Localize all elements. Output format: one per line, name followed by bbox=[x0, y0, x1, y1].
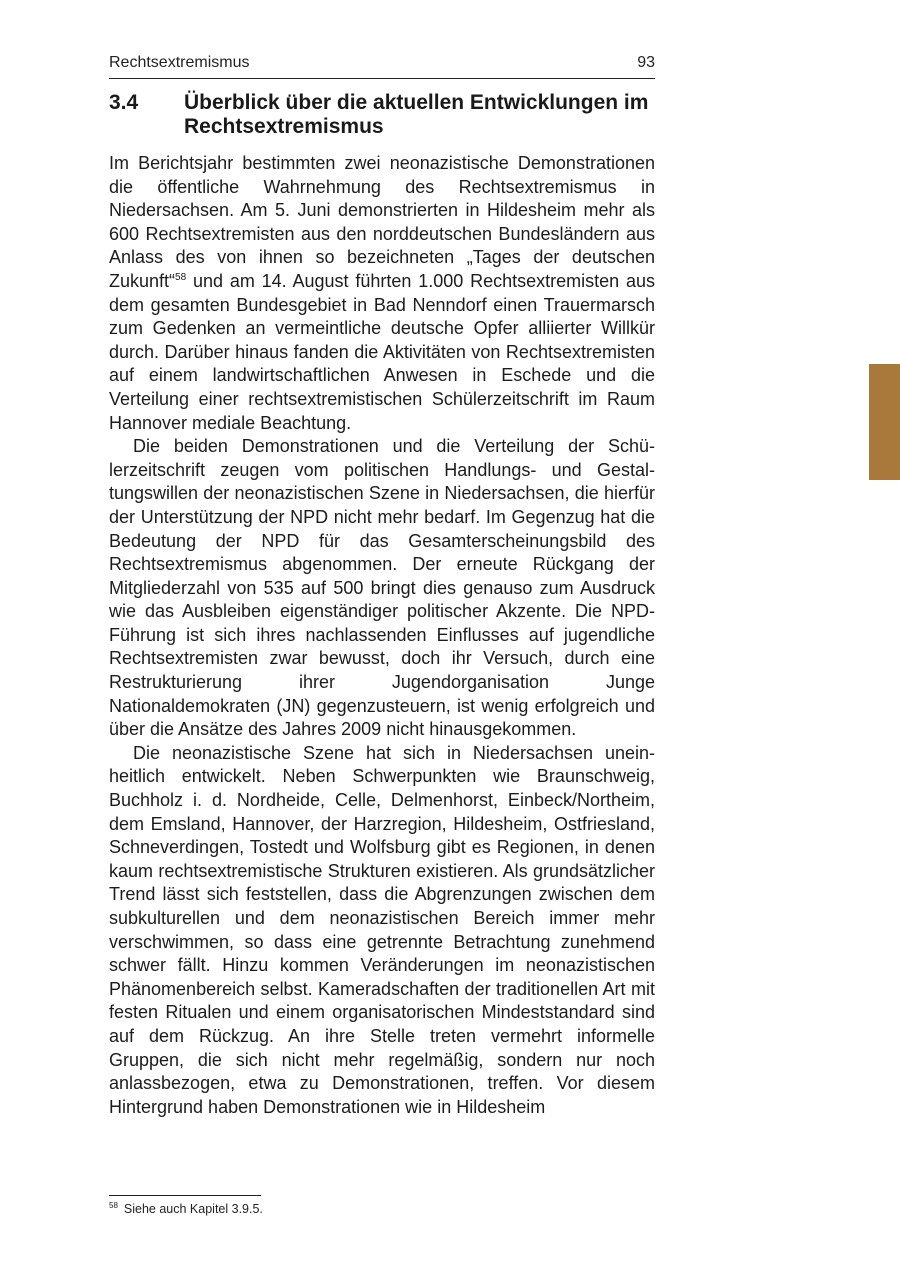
footnote-reference: 58 bbox=[175, 271, 187, 283]
running-title: Rechtsextremismus bbox=[109, 54, 250, 71]
page-number: 93 bbox=[637, 54, 655, 71]
chapter-thumb-tab bbox=[869, 364, 900, 480]
paragraph-2: Die beiden Demonstrationen und die Verteilung der Schülerzeitschrift zeugen vom politischen Handlungs- und Gestaltungswillen der neonazistischen Szene in Niedersachsen, die hierfür der Unterstützung der NPD nicht mehr bedarf. Im Gegenzug hat die Bedeutung der NPD für das Gesamterscheinungsbild des Rechtsextremismus abgenommen. Der erneute Rückgang der Mitgliederzahl von 535 auf 500 bringt dies genauso zum Ausdruck wie das Ausbleiben eigenständiger politischer Akzente. Die NPD-Führung ist sich ihres nachlassenden Einflusses auf jugendliche Rechtsextremisten zwar bewusst, doch ihr Versuch, durch eine Restrukturierung ihrer Jugendorganisation Junge Nationaldemokraten (JN) gegenzusteuern, ist wenig erfolgreich und über die Ansätze des Jahres 2009 nicht hinausgekommen. bbox=[109, 436, 655, 740]
body-text bbox=[109, 152, 655, 1119]
footnote-number: 58 bbox=[109, 1201, 118, 1210]
footnote bbox=[109, 1201, 263, 1216]
running-header bbox=[109, 52, 655, 79]
section-title: Überblick über die aktuellen Entwicklungen im Rechtsextremismus bbox=[184, 91, 649, 138]
footnote-text: Siehe auch Kapitel 3.9.5. bbox=[123, 1202, 263, 1217]
footnote-divider bbox=[109, 1195, 261, 1196]
paragraph-1 bbox=[109, 152, 655, 435]
paragraph-1-text-before-ref: Im Berichtsjahr bestimmten zwei neonazistische Demonstrationen die öffentliche Wahrnehmung des Rechtsextremismus in Niedersachsen. Am 5. Juni demonstrierten in Hildesheim mehr als 600 Rechtsextremisten aus den norddeutschen Bundesländern aus Anlass des von ihnen so bezeichneten „Tages der deutschen Zukunft“ bbox=[109, 153, 655, 291]
section-number: 3.4 bbox=[109, 91, 139, 114]
paragraph-3: Die neonazistische Szene hat sich in Niedersachsen uneinheitlich entwickelt. Neben Schwerpunkten wie Braunschweig, Buchholz i. d. Nordheide, Celle, Delmenhorst, Einbeck/Northeim, dem Emsland, Hannover, der Harzregion, Hildesheim, Ostfriesland, Schneverdingen, Tostedt und Wolfsburg gibt es Regionen, in denen kaum rechtsextremistische Strukturen existieren. Als grundsätzlicher Trend lässt sich feststellen, dass die Abgrenzungen zwischen dem subkulturellen und dem neonazistischen Bereich immer mehr verschwimmen, so dass eine getrennte Betrachtung zunehmend schwer fällt. Hinzu kommen Veränderungen im neonazistischen Phänomenbereich selbst. Kameradschaften der traditionellen Art mit festen Ritualen und einem organisatorischen Mindeststandard sind auf dem Rückzug. An ihre Stelle treten vermehrt informelle Gruppen, die sich nicht mehr regelmäßig, sondern nur noch anlassbezogen, etwa zu Demonstrationen, treffen. Vor diesem Hintergrund haben Demonstrationen wie in Hildesheim bbox=[109, 742, 655, 1117]
paragraph-1-text-after-ref: und am 14. August führten 1.000 Rechtsextremisten aus dem gesamten Bundesgebiet in Bad Nenndorf einen Trauermarsch zum Gedenken an vermeintliche deutsche Opfer alliierter Willkür durch. Darüber hinaus fanden die Aktivitäten von Rechtsextremisten auf einem landwirtschaftlichen Anwesen in Eschede und die Verteilung einer rechtsextremistischen Schülerzeitschrift im Raum Hannover mediale Beachtung. bbox=[109, 270, 655, 433]
